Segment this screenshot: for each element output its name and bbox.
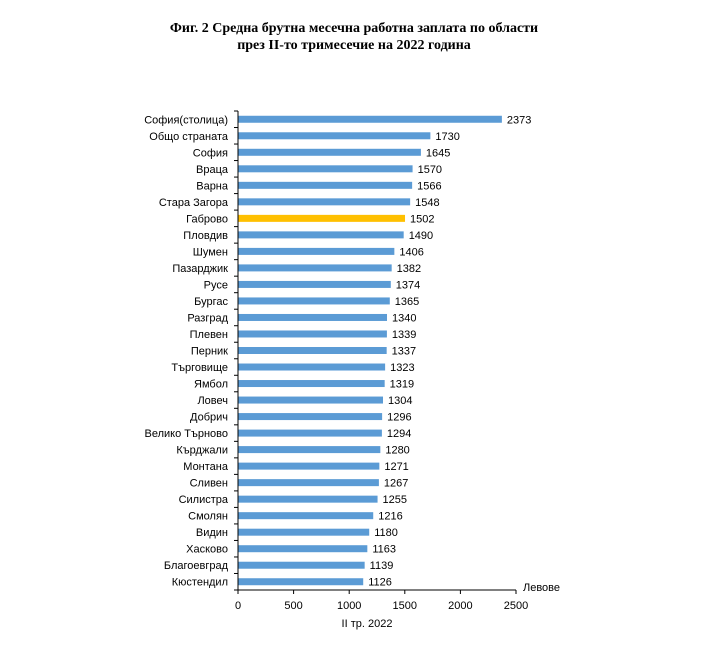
bar-1 — [238, 116, 502, 123]
bar-10 — [238, 264, 392, 271]
x-tick-label: 1500 — [392, 600, 418, 612]
category-label: Търговище — [171, 362, 228, 375]
category-label: Габрово — [186, 213, 228, 226]
category-label: Разград — [187, 312, 228, 325]
bar-13 — [238, 314, 387, 321]
category-label: Видин — [195, 527, 228, 540]
data-label: 1570 — [417, 163, 443, 176]
data-label: 1139 — [369, 560, 394, 573]
category-label: Велико Търново — [144, 428, 228, 441]
category-label: Пазарджик — [172, 262, 228, 275]
data-label: 1406 — [399, 246, 424, 259]
data-label: 1280 — [385, 444, 410, 457]
x-tick-label: 2500 — [503, 600, 529, 612]
bar-11 — [238, 281, 391, 288]
x-tick-label: 0 — [234, 600, 242, 612]
bar-19 — [238, 413, 382, 420]
category-label: Стара Загора — [158, 196, 228, 209]
category-label: Варна — [196, 180, 228, 193]
data-label: 1502 — [410, 213, 435, 226]
bar-23 — [238, 479, 379, 486]
bar-12 — [238, 297, 390, 304]
bar-9 — [238, 248, 394, 255]
data-label: 1255 — [382, 494, 408, 507]
category-label: Ямбол — [194, 378, 228, 391]
category-label: Смолян — [188, 510, 228, 523]
bar-26 — [238, 529, 369, 536]
category-label: Хасково — [186, 543, 228, 556]
data-label: 1323 — [390, 362, 415, 375]
data-label: 1374 — [395, 279, 421, 292]
category-label: Общо страната — [149, 130, 228, 143]
bar-21 — [238, 446, 380, 453]
data-label: 1304 — [388, 395, 413, 408]
category-label: Перник — [190, 345, 228, 358]
category-label: Враца — [196, 163, 228, 176]
bar-17 — [238, 380, 385, 387]
data-label: 2373 — [506, 114, 532, 127]
data-label: 1337 — [391, 345, 417, 358]
data-label: 1271 — [384, 461, 409, 474]
category-label: Благоевград — [163, 560, 228, 573]
unit-label: Левове — [523, 582, 561, 594]
bar-2 — [238, 132, 430, 139]
category-label: Силистра — [178, 494, 228, 507]
bar-28 — [238, 562, 365, 569]
data-label: 1382 — [396, 262, 422, 275]
category-label: Плевен — [189, 328, 228, 341]
category-label: Бургас — [194, 295, 228, 308]
category-label: Сливен — [189, 477, 228, 490]
category-label: Добрич — [190, 411, 228, 424]
data-label: 1126 — [368, 576, 392, 589]
data-label: 1180 — [374, 527, 398, 540]
data-label: 1566 — [417, 180, 442, 193]
category-label: София — [192, 147, 228, 160]
bar-16 — [238, 364, 385, 371]
bar-20 — [238, 430, 382, 437]
category-label: София(столица) — [144, 114, 228, 127]
category-label: Ловеч — [197, 395, 228, 408]
chart-title-line-1: Фиг. 2 Средна брутна месечна работна заплата по области — [169, 21, 539, 36]
data-label: 1340 — [392, 312, 417, 325]
bar-14 — [238, 330, 387, 337]
bars-group — [238, 116, 502, 585]
data-label: 1645 — [425, 147, 451, 160]
x-tick-label: 1000 — [336, 600, 362, 612]
data-label: 1339 — [391, 328, 417, 341]
bar-6 — [238, 198, 410, 205]
bar-22 — [238, 463, 379, 470]
category-label: Монтана — [183, 461, 228, 474]
data-label: 1319 — [389, 378, 415, 391]
data-label: 1294 — [386, 428, 412, 441]
data-label: 1267 — [383, 477, 409, 490]
data-label: 1163 — [372, 543, 396, 556]
category-label: Шумен — [192, 246, 228, 259]
data-label: 1548 — [415, 196, 440, 209]
category-label: Кърджали — [176, 444, 228, 457]
data-label: 1490 — [408, 229, 434, 242]
bar-25 — [238, 512, 373, 519]
bar-18 — [238, 397, 383, 404]
x-axis-label: II тр. 2022 — [341, 618, 393, 630]
category-label: Русе — [203, 279, 228, 292]
category-label: Пловдив — [183, 229, 228, 242]
x-tick-label: 500 — [284, 600, 303, 612]
data-label: 1216 — [378, 510, 403, 523]
bar-7 — [238, 215, 405, 222]
x-tick-label: 2000 — [448, 600, 473, 612]
bar-27 — [238, 545, 367, 552]
bar-4 — [238, 165, 413, 172]
bar-3 — [238, 149, 421, 156]
category-label: Кюстендил — [171, 576, 228, 589]
bar-15 — [238, 347, 387, 354]
data-label: 1365 — [394, 295, 420, 308]
chart-title-line-2: през II-то тримесечие на 2022 година — [237, 38, 471, 53]
bar-5 — [238, 182, 412, 189]
data-label: 1296 — [387, 411, 412, 424]
bar-8 — [238, 231, 404, 238]
bar-29 — [238, 578, 363, 585]
bar-24 — [238, 496, 378, 503]
data-label: 1730 — [435, 130, 460, 143]
